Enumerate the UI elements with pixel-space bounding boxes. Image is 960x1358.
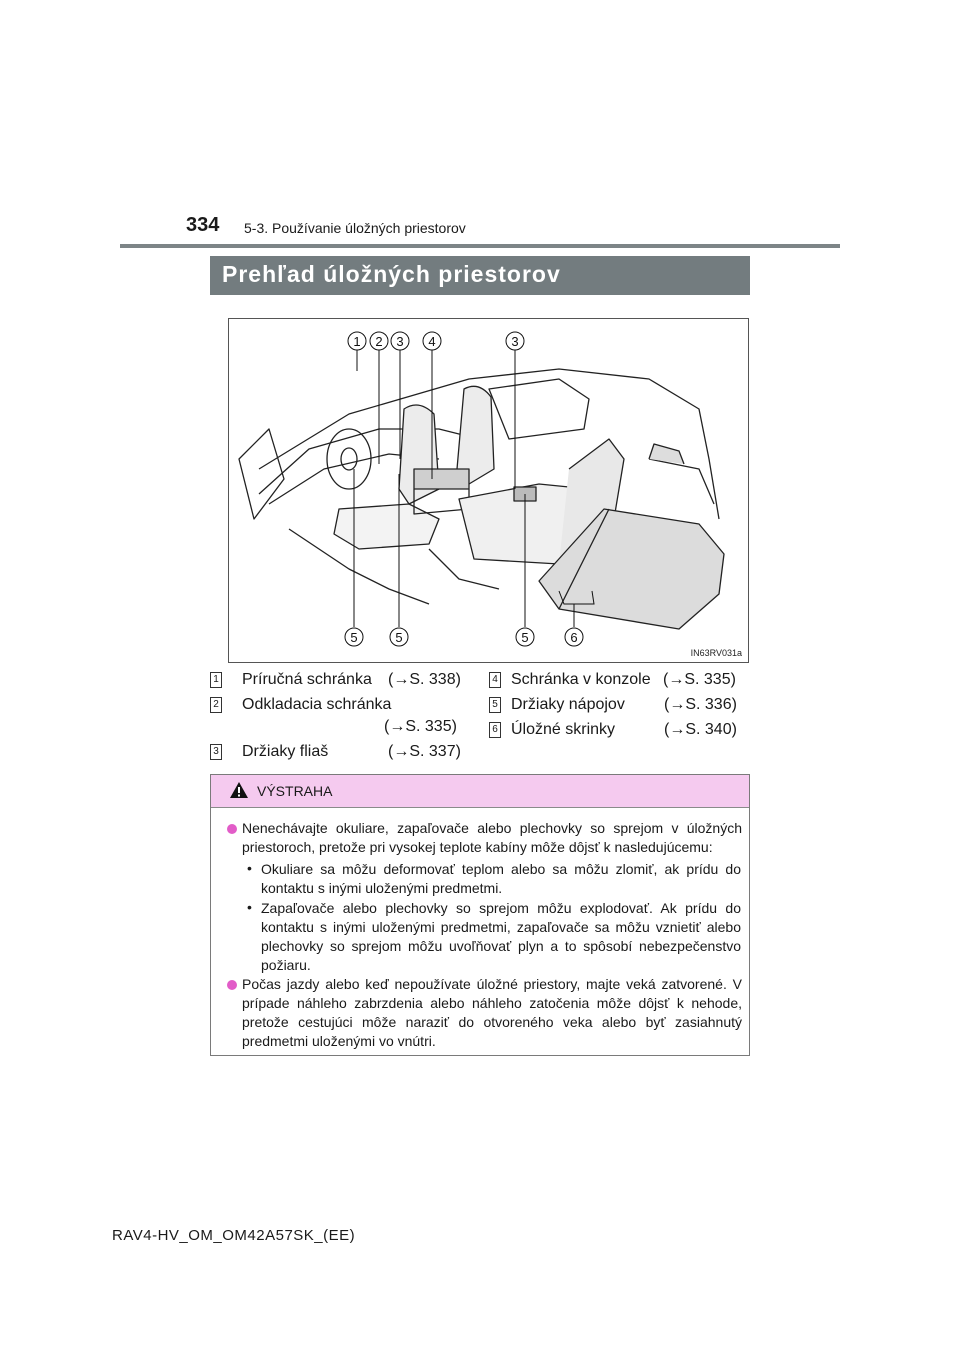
legend-ref: (→S. 338) [388, 671, 461, 688]
sub-bullet-dot: • [247, 860, 252, 876]
figure-id: IN63RV031a [690, 648, 742, 658]
callout-5c: 5 [521, 630, 529, 645]
callout-2: 2 [375, 334, 383, 349]
legend-ref: (→S. 335) [384, 718, 457, 735]
warning-triangle-icon [229, 781, 249, 799]
legend-num: 5 [489, 697, 501, 713]
warning-sub-1: Okuliare sa môžu deformovať teplom alebo sa môžu zlomiť, ak prídu do kontaktu s inými uloženými predmetmi. [261, 861, 741, 896]
warning-box [210, 774, 750, 1056]
warning-header [211, 775, 749, 808]
legend-ref: (→S. 337) [388, 743, 461, 760]
warning-bullet-1: Nenechávajte okuliare, zapaľovače alebo plechovky so sprejom v úložných priestoroch, pretože pri vysokej teplote kabíny môže dôjsť k nasledujúcemu: [242, 820, 742, 855]
callout-5b: 5 [395, 630, 403, 645]
section-title: Prehľad úložných priestorov [222, 261, 561, 287]
footer-doc-id: RAV4-HV_OM_OM42A57SK_(EE) [112, 1227, 356, 1244]
legend-ref: (→S. 340) [664, 721, 737, 738]
warning-title: VÝSTRAHA [257, 783, 333, 799]
legend-num: 1 [210, 672, 222, 688]
warning-sub-2: Zapaľovače alebo plechovky so sprejom môžu explodovať. Ak prídu do kontaktu s inými uloženými predmetmi, zapaľovače sa môžu vznietiť alebo plechovky so sprejom môžu uvoľňovať plyn a to spôsobí nebezpečenstvo požiaru. [261, 900, 741, 973]
legend-label: Úložné skrinky [511, 721, 616, 738]
page-number: 334 [186, 214, 220, 236]
legend-num: 4 [489, 672, 501, 688]
legend-label: Držiaky fliaš [242, 743, 329, 760]
callout-5a: 5 [350, 630, 358, 645]
bullet-dot [227, 980, 237, 990]
interior-illustration [228, 318, 749, 663]
callout-1: 1 [353, 334, 361, 349]
legend-label: Schránka v konzole [511, 671, 651, 688]
warning-bullet-2: Počas jazdy alebo keď nepoužívate úložné priestory, majte veká zatvorené. V prípade náhleho zabrzdenia alebo náhleho zatočenia môže dôjsť k nehode, pretože cestujúci môže naraziť do otvoreného veka alebo byť zasiahnutý predmetmi uloženými vo vnútri. [242, 976, 742, 1049]
header-rule [120, 244, 840, 248]
callout-3b: 3 [511, 334, 519, 349]
legend-num: 2 [210, 697, 222, 713]
legend-label: Odkladacia schránka [242, 696, 392, 713]
legend-ref: (→S. 335) [663, 671, 736, 688]
chapter-heading: 5-3. Používanie úložných priestorov [244, 220, 466, 236]
sub-bullet-dot: • [247, 899, 252, 915]
callout-6: 6 [570, 630, 578, 645]
legend-label: Príručná schránka [242, 671, 372, 688]
callout-4: 4 [428, 334, 436, 349]
legend-label: Držiaky nápojov [511, 696, 625, 713]
legend-num: 6 [489, 722, 501, 738]
car-interior-drawing [229, 319, 749, 663]
legend-ref: (→S. 336) [664, 696, 737, 713]
legend-num: 3 [210, 744, 222, 760]
bullet-dot [227, 824, 237, 834]
callout-3: 3 [396, 334, 404, 349]
